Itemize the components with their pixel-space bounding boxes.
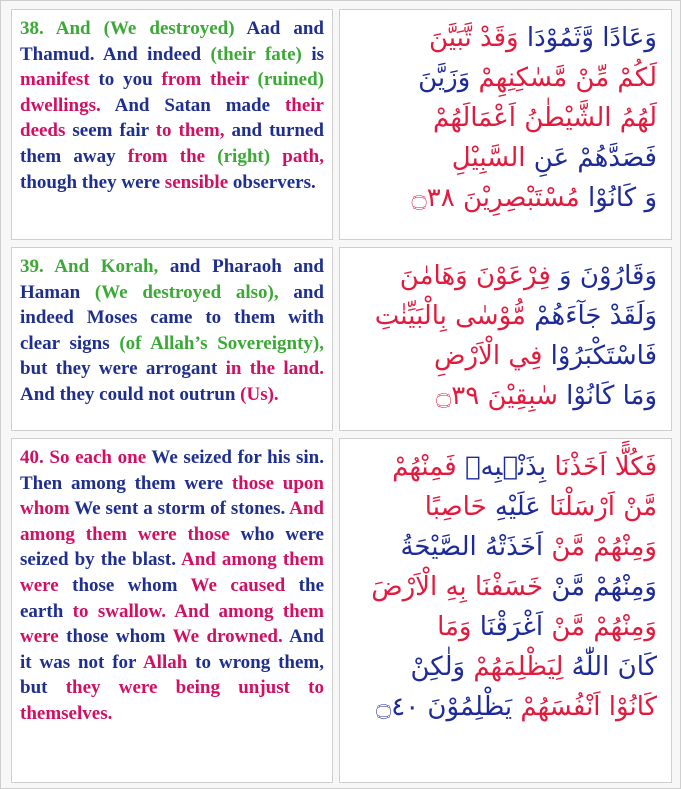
arabic-line [354,98,657,138]
arabic-text-segment: وَمِنْهُمْ مَّنْ [543,532,657,562]
english-cell [11,247,333,431]
english-text-segment: So each one [49,447,152,468]
english-text-segment: but they were arrogant [20,358,226,380]
arabic-line [354,336,657,376]
arabic-text-segment: اَخَذَتْهُ الصَّيْحَةُ [400,532,544,562]
english-text-segment: (ruined) [257,69,324,91]
english-text-segment: and turned them away [20,120,324,167]
arabic-text-segment: مُسْتَبْصِرِيْنَ ۝٣٨ [411,183,580,213]
english-text-segment: We sent a storm of stones. [74,498,290,520]
arabic-text-segment: يَظْلِمُوْنَ ۝٤٠ [376,692,513,722]
arabic-text-segment: وَمِنْهُمْ مَّنْ [543,572,657,602]
english-text-segment: and indeed Moses came to them with clear signs [20,281,324,354]
english-text-segment: (We destroyed) [103,18,247,39]
english-text-segment: their deeds [20,94,324,142]
english-text-segment: Allah [142,651,196,673]
english-cell [11,9,333,240]
english-text-segment: (of Allah’s Sovereignty), [119,332,324,354]
arabic-line [354,18,657,58]
english-text-segment: path, [282,145,324,167]
arabic-text-segment: وَلَقَدْ جَآءَهُمْ [525,301,657,331]
english-text-segment: to swallow. And among them were [20,600,324,648]
arabic-text-segment: فَمِنْهُمْ [392,452,457,482]
english-text-segment: to you [98,69,162,91]
arabic-text-segment: كَانَ اللّٰهُ [563,652,657,682]
english-text-segment: those whom [66,626,173,648]
arabic-text-segment: وَمَا [437,612,472,642]
arabic-text-segment: كَانُوْا اَنْفُسَهُمْ [512,692,657,722]
arabic-line [354,178,657,218]
arabic-line [354,567,657,607]
arabic-text-segment: السَّبِيْلِ [451,143,526,173]
arabic-line [354,58,657,98]
arabic-text-segment: وَمِنْهُمْ مَّنْ [543,612,657,642]
arabic-text-segment: وَلٰكِنْ [410,652,466,682]
english-text-segment: And it was not for [20,626,324,673]
arabic-text-segment: وَقَدْ تَّبَيَّنَ [428,23,519,53]
arabic-line [354,527,657,567]
english-text-segment: the earth [20,574,324,622]
arabic-text-segment: مُّوْسٰى بِالْبَيِّنٰتِ [374,301,526,331]
arabic-line [354,138,657,178]
verse-row-39 [11,247,672,431]
arabic-text-segment: وَمَا كَانُوْا [557,381,657,411]
english-text-segment: 40. [20,447,50,468]
english-cell [11,438,333,783]
english-text-segment: and Pharaoh and Haman [20,256,324,303]
arabic-text-segment: لِيَظْلِمَهُمْ [465,652,564,682]
english-text-segment: sensible [164,171,233,193]
english-text-segment: And Satan made [114,94,285,116]
arabic-text-segment: وَزَيَّنَ [418,63,471,93]
english-text-segment: dwellings. [20,94,115,116]
arabic-text-segment: فِي الْاَرْضِ [434,341,543,371]
english-text-segment: (their fate) [210,43,312,65]
english-text-segment: We seized for his sin. Then among them were [20,447,324,494]
arabic-text-segment: وَقَارُوْنَ وَ [550,261,657,291]
arabic-text-segment: مَّنْ اَرْسَلْنَا [540,492,657,522]
english-text-segment: And among them were those [20,498,324,545]
arabic-text-segment: حَاصِبًا [424,492,487,522]
english-text-segment: to wrong them, but [20,651,325,699]
arabic-line [354,447,657,487]
english-text-segment: observers. [232,171,316,193]
arabic-text-segment: سٰبِقِيْنَ ۝٣٩ [436,381,558,411]
arabic-text-segment: فِرْعَوْنَ وَهَامٰنَ [399,261,551,291]
english-text-segment: from the [127,145,218,167]
arabic-text-segment: خَسَفْنَا بِهِ الْاَرْضَ [371,572,544,602]
english-text-segment: is [311,43,324,65]
english-text-segment: those upon whom [20,472,325,520]
english-text-segment: who were seized by the blast. [20,523,324,571]
english-text-segment: they were being unjust to themselves. [20,677,324,724]
english-text-segment: seem fair [72,120,156,142]
arabic-text-segment: وَعَادًا وَّثَمُوْدَا [518,23,657,53]
english-text-segment: manifest [20,69,99,91]
english-text-segment: (We destroyed also), [94,281,294,303]
english-text-segment: 39. And Korah, [20,256,170,277]
english-text-segment: Aad and Thamud. And indeed [20,18,324,65]
english-text-segment: We drowned. [172,626,290,648]
english-text-segment: And among them were [20,549,325,596]
english-text-segment: 38. And [20,18,104,39]
english-text-segment: (right) [217,145,283,167]
arabic-text-segment: لَكُمْ مِّنْ مَّسٰكِنِهِمْ [470,63,657,93]
english-text-segment: to them, [155,120,232,142]
arabic-text-segment: اَغْرَقْنَا [471,612,544,642]
english-text-segment: in the land. [225,358,324,380]
arabic-line [354,687,657,727]
arabic-line [354,296,657,336]
arabic-text-segment: فَكُلًّا اَخَذْنَا [546,452,657,482]
english-text-segment: those whom [72,574,191,596]
arabic-cell [339,438,672,783]
arabic-line [354,487,657,527]
arabic-line [354,376,657,416]
english-text-segment: And they could not outrun [20,383,241,405]
verse-row-38 [11,9,672,240]
arabic-cell [339,9,672,240]
arabic-text-segment: عَلَيْهِ [486,492,541,522]
arabic-text-segment: فَصَدَّهُمْ عَنِ [525,143,657,173]
arabic-line [354,607,657,647]
english-text-segment: from their [161,69,258,91]
arabic-text-segment: بِذَنْۢبِهٖ [456,452,547,482]
english-text-segment: (Us). [240,383,279,405]
arabic-text-segment: فَاسْتَكْبَرُوْا [542,341,657,371]
arabic-text-segment: وَ كَانُوْا [579,183,657,213]
arabic-text-segment: لَهُمُ الشَّيْطٰنُ اَعْمَالَهُمْ [433,103,657,133]
english-text-segment: though they were [20,171,165,193]
arabic-line [354,256,657,296]
arabic-line [354,647,657,687]
arabic-cell [339,247,672,431]
verse-row-40 [11,438,672,783]
english-text-segment: We caused [190,574,299,596]
